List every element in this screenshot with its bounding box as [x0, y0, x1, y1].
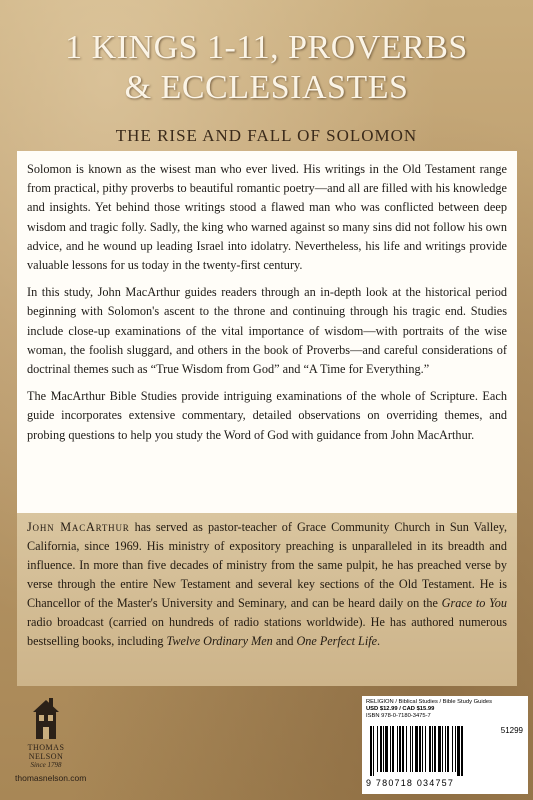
barcode-isbn: ISBN 978-0-7180-3475-7: [366, 713, 431, 719]
barcode-bar: [419, 726, 421, 772]
description-paragraph-2: In this study, John MacArthur guides readers through an in-depth look at the historical period beginning with Solomon's ascent to the throne and continuing through his tragic end. Studies include close-up examinations of the vital importance of wisdom—with portraits of the wise woman, the foolish sluggard, and others in the book of Proverbs—and careful considerations of doctrinal themes such as “True Wisdom from God” and “A Time for Everything.”: [27, 285, 507, 377]
barcode-bar: [434, 726, 436, 772]
title-line-2: & ECCLESIASTES: [124, 69, 409, 106]
barcode-category: RELIGION / Biblical Studies / Bible Study Guides: [366, 699, 492, 705]
barcode-bar: [383, 726, 384, 772]
barcode-bar: [461, 726, 463, 776]
barcode-bar: [406, 726, 407, 772]
description-panel: [17, 151, 517, 513]
barcode-price: USD $12.99 / CAD $15.99: [366, 706, 435, 712]
publisher-url[interactable]: thomasnelson.com: [15, 773, 87, 783]
title-line-1: 1 KINGS 1-11, PROVERBS: [65, 29, 468, 66]
barcode-bar: [412, 726, 413, 772]
barcode-bar: [432, 726, 433, 772]
book-title-1: Twelve Ordinary Men: [166, 634, 273, 648]
barcode-bar: [380, 726, 382, 772]
barcode-bar: [390, 726, 391, 772]
author-name: John MacArthur: [27, 520, 130, 534]
barcode-bars: [368, 726, 518, 776]
barcode-bar: [370, 726, 372, 776]
bio-and: and: [272, 634, 297, 648]
publisher-name: THOMAS NELSON: [27, 743, 65, 761]
barcode-bar: [385, 726, 388, 772]
barcode-bar: [415, 726, 418, 772]
barcode-bar: [399, 726, 401, 772]
publisher-since: Since 1798: [30, 761, 62, 769]
description-paragraph-3: The MacArthur Bible Studies provide intriguing examinations of the whole of Scripture. Each guide incorporates extensive commentary, detailed observations on overriding themes, and probing questions to help you study the Word of God with guidance from John MacArthur.: [27, 389, 507, 442]
book-title: [0, 28, 533, 108]
barcode-bar: [457, 726, 460, 776]
publisher-house-icon: [29, 697, 63, 741]
barcode-bar: [452, 726, 453, 772]
barcode-bar: [402, 726, 404, 772]
barcode-addon-number: 51299: [500, 726, 523, 735]
barcode-bar: [429, 726, 431, 772]
barcode-bar: [425, 726, 426, 772]
bio-text-b: radio broadcast (carried on hundreds of radio stations worldwide). He has authored numerous bestselling books, including: [27, 615, 507, 648]
author-bio: [17, 513, 517, 686]
barcode-bar: [422, 726, 423, 772]
barcode-bar: [377, 726, 378, 772]
radio-show-title: Grace to You: [441, 596, 507, 610]
book-subtitle: THE RISE AND FALL OF SOLOMON: [115, 126, 418, 145]
bio-text-a: has served as pastor-teacher of Grace Community Church in Sun Valley, California, since 1969. His ministry of expository preaching is unparalleled in its breadth and influence. In more than five decades of ministry from the same pulpit, he has preached verse by verse through the entire New Testament and several key sections of the Old Testament. He is Chancellor of the Master's University and Seminary, and can be heard daily on the: [27, 520, 508, 610]
barcode-bar: [445, 726, 446, 772]
book-title-2: One Perfect Life: [296, 634, 378, 648]
barcode-bar: [438, 726, 441, 772]
description-paragraph-1: Solomon is known as the wisest man who ever lived. His writings in the Old Testament range from practical, pithy proverbs to beautiful romantic poetry—and all are filled with his knowledge and insights. Yet behind those writings stood a flawed man who was conflicted between deep wisdom and tragic folly. Sadly, the king who warned against so many sins did not follow his own advice, and he wound up leading Israel into idolatry. Nevertheless, his life and writings provide valuable lessons for us today in the twenty-first century.: [27, 162, 507, 273]
barcode-bar: [397, 726, 398, 772]
isbn-barcode-box: [362, 696, 528, 794]
barcode-bar: [410, 726, 411, 772]
barcode-bar: [373, 726, 374, 776]
barcode-bar: [447, 726, 449, 772]
barcode-digits: 9 780718 034757: [366, 778, 455, 788]
barcode-bar: [455, 726, 456, 772]
barcode-bar: [442, 726, 443, 772]
bio-end: .: [377, 634, 381, 648]
barcode-bar: [392, 726, 394, 772]
publisher-logo: [15, 697, 87, 797]
